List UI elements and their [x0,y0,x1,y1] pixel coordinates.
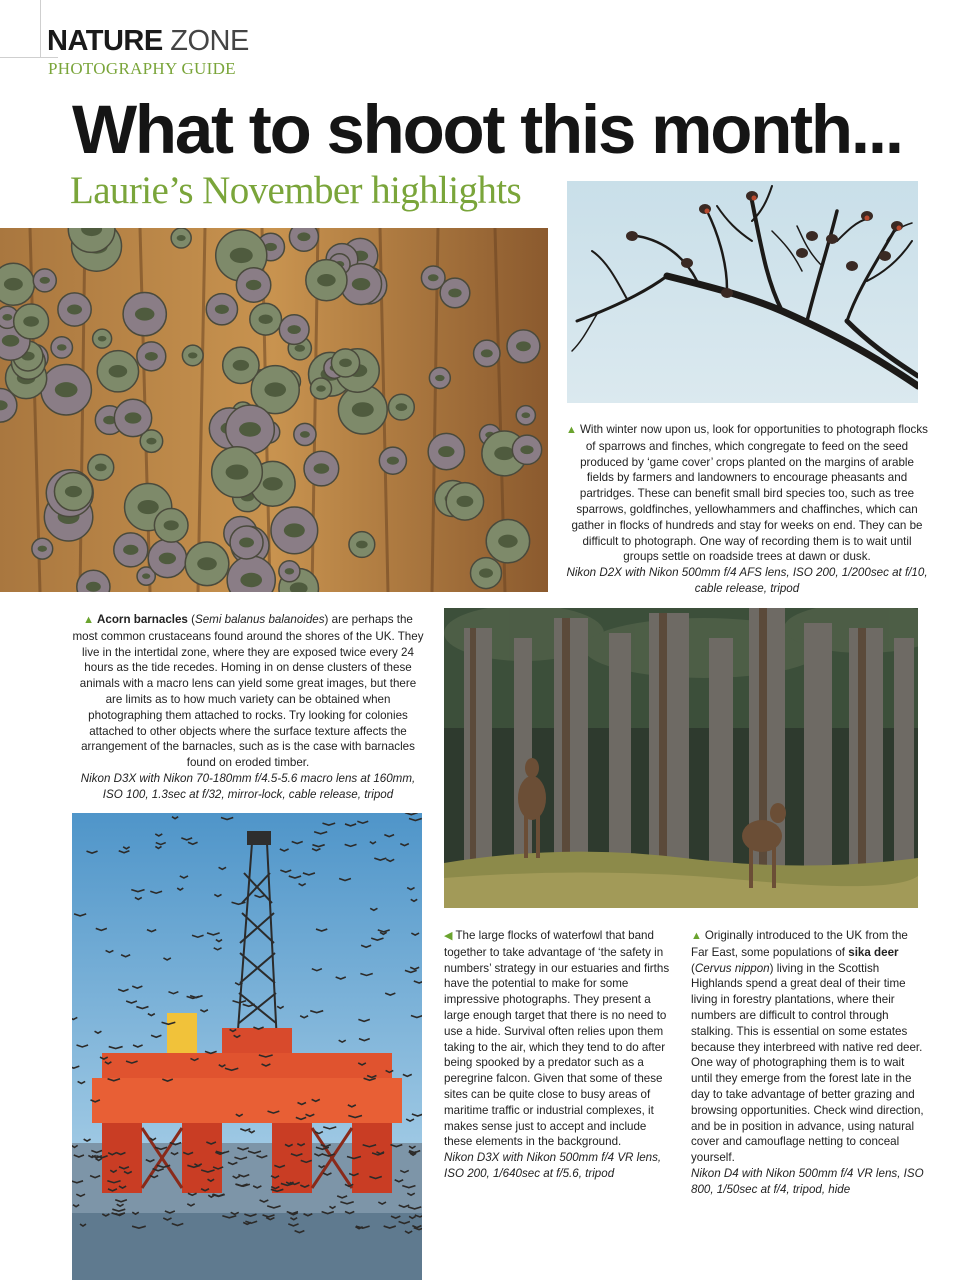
bird-tree-photo [567,181,918,403]
section-title-bold: NATURE [47,25,163,57]
barnacles-caption-spec: Nikon D3X with Nikon 70-180mm f/4.5-5.6 macro lens at 160mm, ISO 100, 1.3sec at f/32, mirror-lock, cable release, tripod [80,771,416,801]
birds-caption-text: With winter now upon us, look for opportunities to photograph flocks of sparrows and finches, which congregate to feed on the seed produced by ‘game cover’ crops planted on the margins of arable fields by farmers and landowners to encourage pheasants and partridges. These can benefit small bird species too, such as tree sparrows, goldfinches, yellowhammers and chaffinches, which can gather in flocks of hundreds and stay for weeks on end. They can be difficult to photograph. One way of recording them is to wait until groups settle on roadside trees at dawn or dusk. [571,423,928,564]
barnacles-caption-latin: Semi balanus balanoides [194,613,325,626]
flocks-caption [444,928,674,1182]
deer-caption-intro: Originally introduced to the UK from the Far East, some populations of [691,929,908,959]
deer-caption-spec: Nikon D4 with Nikon 500mm f/4 VR lens, ISO 800, 1/50sec at f/4, tripod, hide [691,1166,924,1196]
triangle-up-icon: ▲ [566,424,577,436]
section-subtitle: PHOTOGRAPHY GUIDE [48,59,236,78]
page-headline: What to shoot this month... [72,91,902,168]
triangle-up-icon: ▲ [691,930,702,942]
birds-caption-spec: Nikon D2X with Nikon 500mm f/4 AFS lens, ISO 200, 1/200sec at f/10, cable release, tripod [566,566,928,595]
deer-caption-text: living in the Scottish Highlands spend a great deal of their time living in forestry plantations, where their numbers are difficult to control through stalking. This is essential on some estates because they interbreed with native red deer. One way of photographing them is to wait until they emerge from the forest late in the day to take advantage of better grazing and browsing opportunities. Check wind direction, and be in position in advance, using natural cover and camouflage netting to conceal yourself. [691,961,924,1165]
barnacles-caption-text: are perhaps the most common crustaceans found around the shores of the UK. They live in the intertidal zone, where they are exposed twice every 24 hours as the tide recedes. Homing in on dense clusters of these animals with a macro lens can yield some great images, but there are limits as to how much variety can be obtained when photographing them attached to rocks. Try looking for colonies attached to other objects where the surface texture affects the arrangement of the barnacles, such as is the case with barnacles found on eroded timber. [72,613,424,770]
section-title [47,24,249,58]
barnacles-caption-subject: Acorn barnacles [97,613,188,626]
deer-caption-subject: sika deer [848,945,899,959]
barnacles-caption: ▲ Acorn barnacles (Semi balanus balanoides) are perhaps the most common crustaceans found around the shores of the UK. They live in the intertidal zone, where they are exposed twice every 24 hours as the tide recedes. Homing in on dense clusters of these animals with a macro lens can yield some great images, but there are limits as to how much variety can be obtained when photographing them attached to rocks. Try looking for colonies attached to other objects where the surface texture affects the arrangement of the barnacles, such as is the case with barnacles found on eroded timber. Nikon D3X with Nikon 70-180mm f/4.5-5.6 macro lens at 160mm, ISO 100, 1.3sec at f/32, mirror-lock, cable release, tripod [72,613,424,801]
deer-caption-latin: Cervus nippon [694,961,770,975]
deer-caption: ▲ Originally introduced to the UK from the Far East, some populations of sika deer (Cervus nippon) living in the Scottish Highlands spend a great deal of their time living in forestry plantations, where their numbers are difficult to control through stalking. This is essential on some estates because they interbreed with native red deer. One way of photographing them is to wait until they emerge from the forest late in the day to take advantage of better grazing and browsing opportunities. Check wind direction, and be in position in advance, using natural cover and camouflage netting to conceal yourself. Nikon D4 with Nikon 500mm f/4 VR lens, ISO 800, 1/50sec at f/4, tripod, hide [691,929,924,1196]
birds-caption [566,422,928,597]
forest-deer-photo [444,608,918,908]
triangle-left-icon: ◀ [444,930,453,942]
section-title-light: ZONE [170,25,249,57]
flocks-caption-text: The large flocks of waterfowl that band together to take advantage of ‘the safety in numbers’ strategy in our estuaries and firths have the potential to make for some impressive photographs. They present a large enough target that there is no need to use a hide. Survival often relies upon them taking to the air, which they tend to do after being spooked by a predator such as a peregrine falcon. Given that some of these sites can be quite close to busy areas of maritime traffic or industrial complexes, it makes sense just to accept and include these elements in the background. [444,929,670,1149]
page-subheadline: Laurie’s November highlights [70,169,522,212]
triangle-up-icon: ▲ [83,614,95,626]
corner-rule-vertical [40,0,41,58]
barnacles-photo [0,228,548,592]
oil-rig-waterfowl-photo [72,813,422,1280]
flocks-caption-spec: Nikon D3X with Nikon 500mm f/4 VR lens, ISO 200, 1/640sec at f/5.6, tripod [444,1151,662,1180]
